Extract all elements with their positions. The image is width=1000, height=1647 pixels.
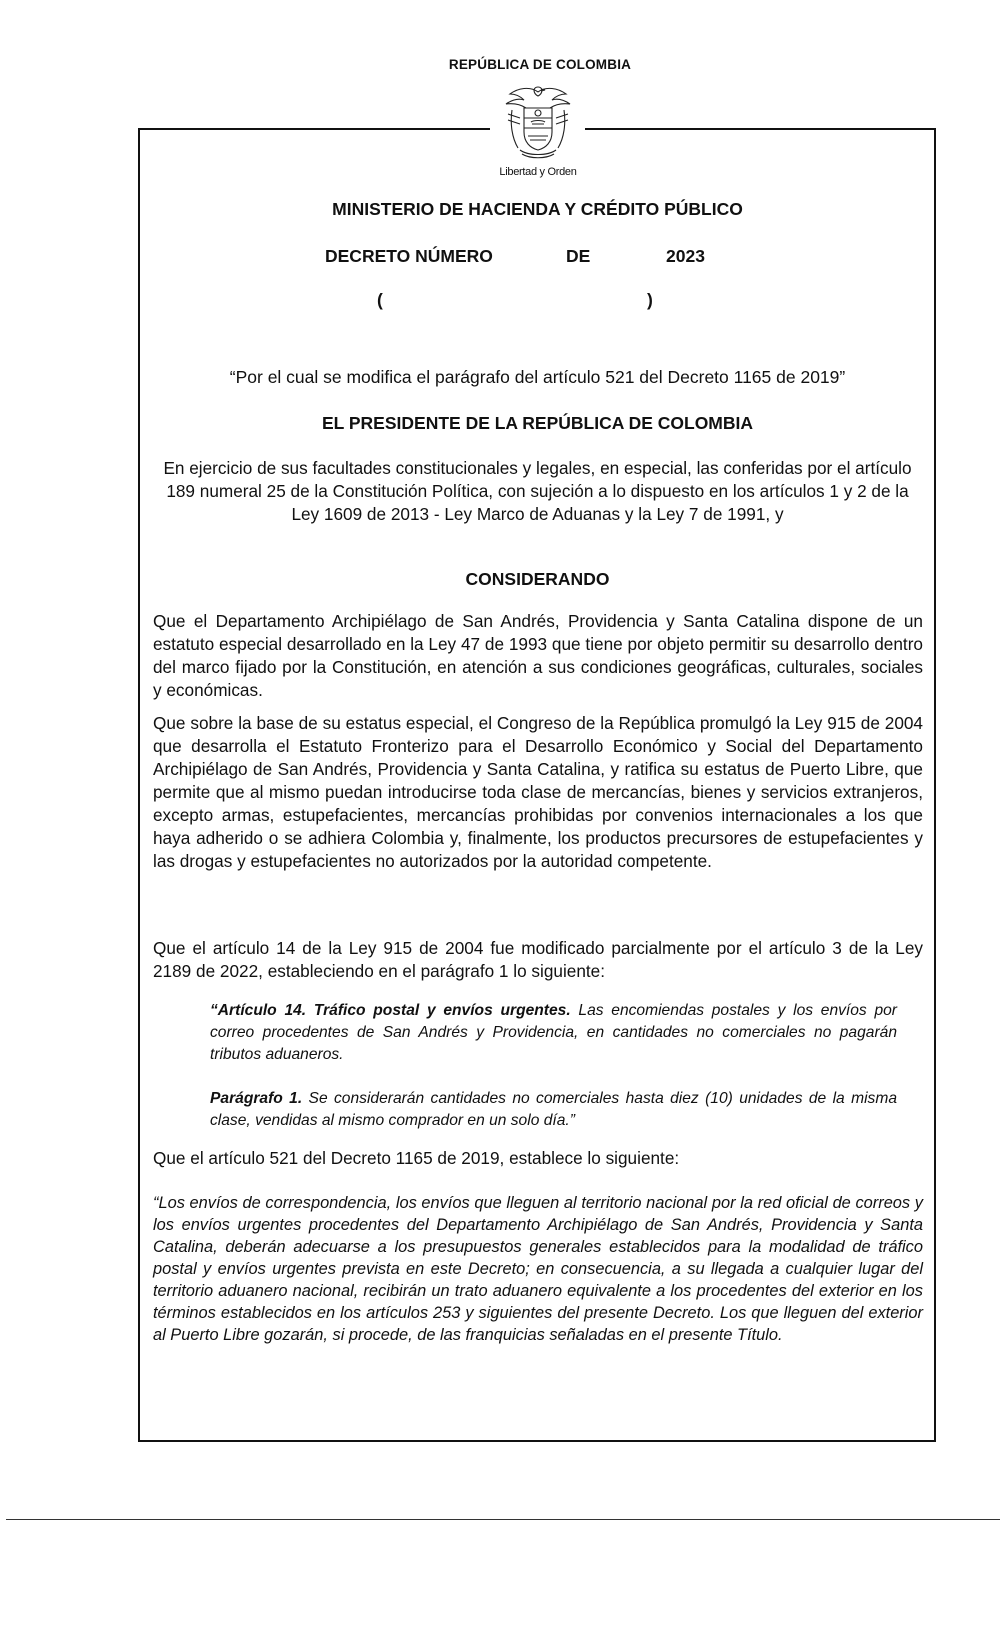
date-paren-open: ( — [377, 290, 383, 310]
president-heading: EL PRESIDENTE DE LA REPÚBLICA DE COLOMBIA — [321, 413, 754, 433]
quoted-article-14 — [210, 1000, 897, 1066]
page-bottom-rule — [6, 1519, 1000, 1520]
colombia-coat-of-arms-icon — [500, 84, 576, 162]
date-paren-close: ) — [647, 290, 653, 310]
powers-paragraph: En ejercicio de sus facultades constitucionales y legales, en especial, las conferidas por el artículo 189 numeral 25 de la Constitución Política, con sujeción a lo dispuesto en los artículos 1 y 2 de la Ley 1609 de 2013 - Ley Marco de Aduanas y la Ley 7 de 1991, y — [163, 458, 912, 524]
ministry-title: MINISTERIO DE HACIENDA Y CRÉDITO PÚBLICO — [332, 199, 743, 219]
paragraph-3: Que el artículo 14 de la Ley 915 de 2004 fue modificado parcialmente por el artículo 3 de la Ley 2189 de 2022, estableciendo en el parágrafo 1 lo siguiente: — [153, 938, 923, 981]
considerando-heading: CONSIDERANDO — [465, 569, 610, 589]
decree-number-label: DECRETO NÚMERO — [325, 246, 493, 266]
paragraph-1: Que el Departamento Archipiélago de San Andrés, Providencia y Santa Catalina dispone de un estatuto especial desarrollado en la Ley 47 de 1993 que tiene por objeto permitir su desarrollo dentro del marco fijado por la Constitución, en atención a sus condiciones geográficas, culturales, sociales y económicas. — [153, 611, 923, 700]
paragraph-4: Que el artículo 521 del Decreto 1165 de 2019, establece lo siguiente: — [153, 1148, 680, 1168]
quoted-paragraph-1-body: Se considerarán cantidades no comerciales hasta diez (10) unidades de la misma clase, vendidas al mismo comprador en un solo día.” — [210, 1090, 898, 1129]
country-header: REPÚBLICA DE COLOMBIA — [448, 57, 632, 72]
decree-title: “Por el cual se modifica el parágrafo del artículo 521 del Decreto 1165 de 2019” — [229, 367, 846, 387]
quoted-article-14-body: Las encomiendas postales y los envíos por correo procedentes de San Andrés y Providencia, en cantidades no comerciales no pagarán tributos aduaneros. — [210, 1002, 897, 1063]
national-motto: Libertad y Orden — [499, 166, 577, 178]
quoted-paragraph-1-heading: Parágrafo 1. — [210, 1090, 303, 1107]
quoted-paragraph-1 — [210, 1088, 897, 1132]
quoted-article-521: “Los envíos de correspondencia, los envíos que lleguen al territorio nacional por la red oficial de correos y los envíos urgentes procedentes del Departamento Archipiélago de San Andrés, Providencia y Santa Catalina, deberán adecuarse a los presupuestos generales establecidos para la modalidad de tráfico postal y envíos urgentes prevista en este Decreto; en consecuencia, a su llegada a cualquier lugar del territorio aduanero nacional, recibirán un trato aduanero equivalente a los procedentes del exterior en los términos establecidos en los artículos 253 y siguientes del presente Decreto. Los que lleguen del exterior al Puerto Libre gozarán, si procede, de las franquicias señaladas en el presente Título. — [153, 1194, 923, 1344]
paragraph-2: Que sobre la base de su estatus especial, el Congreso de la República promulgó la Ley 915 de 2004 que desarrolla el Estatuto Fronterizo para el Desarrollo Económico y Social del Departamento Archipiélago de San Andrés, Providencia y Santa Catalina, y ratifica su estatus de Puerto Libre, que permite que al mismo puedan introducirse toda clase de mercancías, bienes y servicios extranjeros, excepto armas, estupefacientes, mercancías prohibidas por convenios internacionales a los que haya adherido o se adhiera Colombia y, finalmente, los productos precursores de estupefacientes y las drogas y estupefacientes no autorizados por la autoridad competente. — [153, 713, 923, 871]
decree-year: 2023 — [666, 246, 705, 266]
decree-de-label: DE — [566, 246, 591, 266]
quoted-article-14-heading: “Artículo 14. Tráfico postal y envíos urgentes. — [210, 1002, 571, 1019]
